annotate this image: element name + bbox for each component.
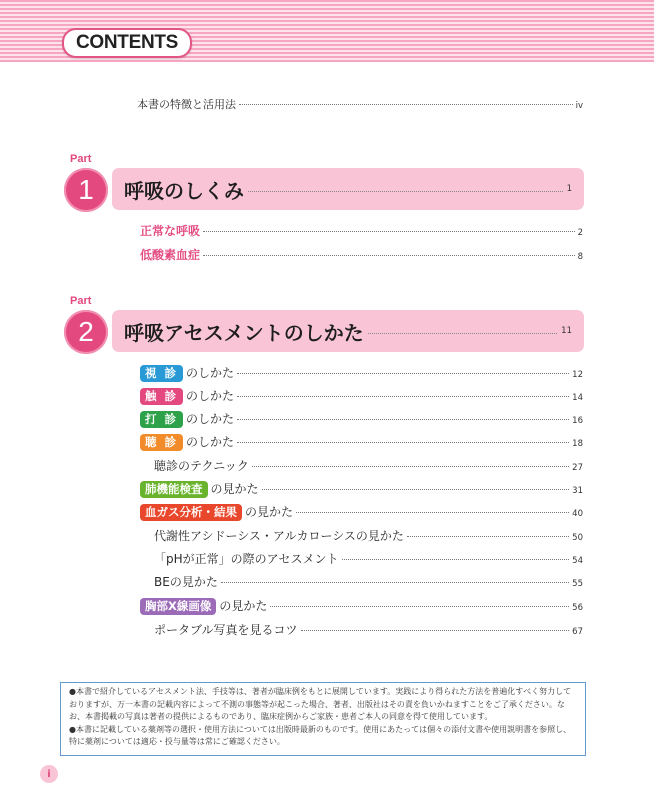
toc-entry-page: 40 <box>572 509 583 519</box>
part-label: Part <box>70 153 92 165</box>
dot-leader <box>368 333 557 334</box>
dot-leader <box>252 466 569 467</box>
toc-entry-page: 55 <box>572 579 583 589</box>
disclaimer-note: ●本書で紹介しているアセスメント法、手技等は、著者が臨床例をもとに展開しています。実践により得られた方法を普遍化すべく努力しておりますが、万一本書の記載内容によって不測の事態等が起こった場合、著者、出版社はその責を負いかねますことをご了承ください。なお、本書掲載の写真は著者の提供によるものであり、臨床症例からご家族・患者ご本人の同意を得て使用しています。 <box>69 687 572 721</box>
dot-leader <box>237 419 569 420</box>
part-heading[interactable] <box>112 310 584 352</box>
topic-badge: 胸部X線画像 <box>140 598 216 615</box>
topic-badge: 打 診 <box>140 411 183 428</box>
topic-badge: 肺機能検査 <box>140 481 208 498</box>
part-title: 呼吸のしくみ <box>124 178 244 203</box>
part-title: 呼吸アセスメントのしかた <box>124 320 364 345</box>
dot-leader <box>221 582 569 583</box>
toc-entry-label: のしかた <box>186 412 235 426</box>
toc-entry-label: のしかた <box>186 389 235 403</box>
contents-title: CONTENTS <box>62 28 192 58</box>
toc-entry-intro[interactable] <box>137 96 583 114</box>
part-number-badge: 2 <box>64 310 108 354</box>
toc-entry-label: の見かた <box>219 599 268 613</box>
toc-subentry[interactable] <box>154 457 583 475</box>
topic-badge: 聴 診 <box>140 434 183 451</box>
toc-entry-label: の見かた <box>210 482 259 496</box>
toc-entry-page: iv <box>575 101 583 111</box>
toc-entry-page: 56 <box>572 603 583 613</box>
topic-badge: 触 診 <box>140 388 183 405</box>
toc-subentry[interactable] <box>154 573 583 591</box>
page-number: i <box>40 765 58 783</box>
toc-entry[interactable] <box>140 503 583 521</box>
toc-entry-page: 8 <box>577 252 583 262</box>
dot-leader <box>407 536 569 537</box>
toc-entry-page: 54 <box>572 556 583 566</box>
part-label: Part <box>70 295 92 307</box>
toc-entry[interactable] <box>140 364 583 382</box>
toc-entry-label: のしかた <box>186 435 235 449</box>
toc-entry-label: 本書の特徴と活用法 <box>137 98 236 111</box>
dot-leader <box>248 191 563 192</box>
toc-entry-label: 代謝性アシドーシス・アルカローシスの見かた <box>154 529 404 543</box>
toc-entry-page: 67 <box>572 627 583 637</box>
toc-entry-page: 50 <box>572 533 583 543</box>
toc-entry-label: BEの見かた <box>154 575 218 589</box>
toc-entry[interactable] <box>140 433 583 451</box>
toc-entry[interactable] <box>140 480 583 498</box>
toc-subentry[interactable] <box>154 621 583 639</box>
toc-entry-label: 正常な呼吸 <box>140 224 201 238</box>
toc-entry-page: 27 <box>572 463 583 473</box>
part-heading[interactable] <box>112 168 584 210</box>
dot-leader <box>270 606 569 607</box>
toc-entry-label: 「pHが正常」の際のアセスメント <box>154 552 339 566</box>
dot-leader <box>203 231 575 232</box>
dot-leader <box>262 489 570 490</box>
toc-entry-page: 12 <box>572 370 583 380</box>
toc-entry[interactable] <box>140 410 583 428</box>
disclaimer-box <box>60 682 586 756</box>
part-page: 11 <box>561 326 572 336</box>
toc-subentry[interactable] <box>154 527 583 545</box>
toc-entry[interactable] <box>140 597 583 615</box>
dot-leader <box>237 442 569 443</box>
toc-entry-page: 14 <box>572 393 583 403</box>
topic-badge: 視 診 <box>140 365 183 382</box>
toc-entry-label: の見かた <box>245 505 294 519</box>
toc-entry-page: 31 <box>572 486 583 496</box>
dot-leader <box>296 512 569 513</box>
toc-entry[interactable] <box>140 222 583 240</box>
toc-subentry[interactable] <box>154 550 583 568</box>
toc-entry-label: ポータブル写真を見るコツ <box>154 623 298 637</box>
toc-entry[interactable] <box>140 246 583 264</box>
dot-leader <box>237 396 569 397</box>
dot-leader <box>239 104 573 105</box>
toc-entry-page: 18 <box>572 439 583 449</box>
dot-leader <box>342 559 570 560</box>
dot-leader <box>237 373 569 374</box>
topic-badge: 血ガス分析・結果 <box>140 504 242 521</box>
part-number-badge: 1 <box>64 168 108 212</box>
disclaimer-note: ●本書に記載している薬剤等の選択・使用方法については出版時最新のものです。使用にあたっては個々の添付文書や使用説明書を参照し、特に薬剤については適応・投与量等は常にご確認ください。 <box>69 724 572 746</box>
dot-leader <box>301 630 570 631</box>
dot-leader <box>203 255 575 256</box>
toc-entry-page: 16 <box>572 416 583 426</box>
toc-entry-label: 低酸素血症 <box>140 248 201 262</box>
part-page: 1 <box>566 184 572 194</box>
toc-entry-label: 聴診のテクニック <box>154 459 249 473</box>
toc-entry-page: 2 <box>577 228 583 238</box>
toc-entry-label: のしかた <box>186 366 235 380</box>
toc-entry[interactable] <box>140 387 583 405</box>
